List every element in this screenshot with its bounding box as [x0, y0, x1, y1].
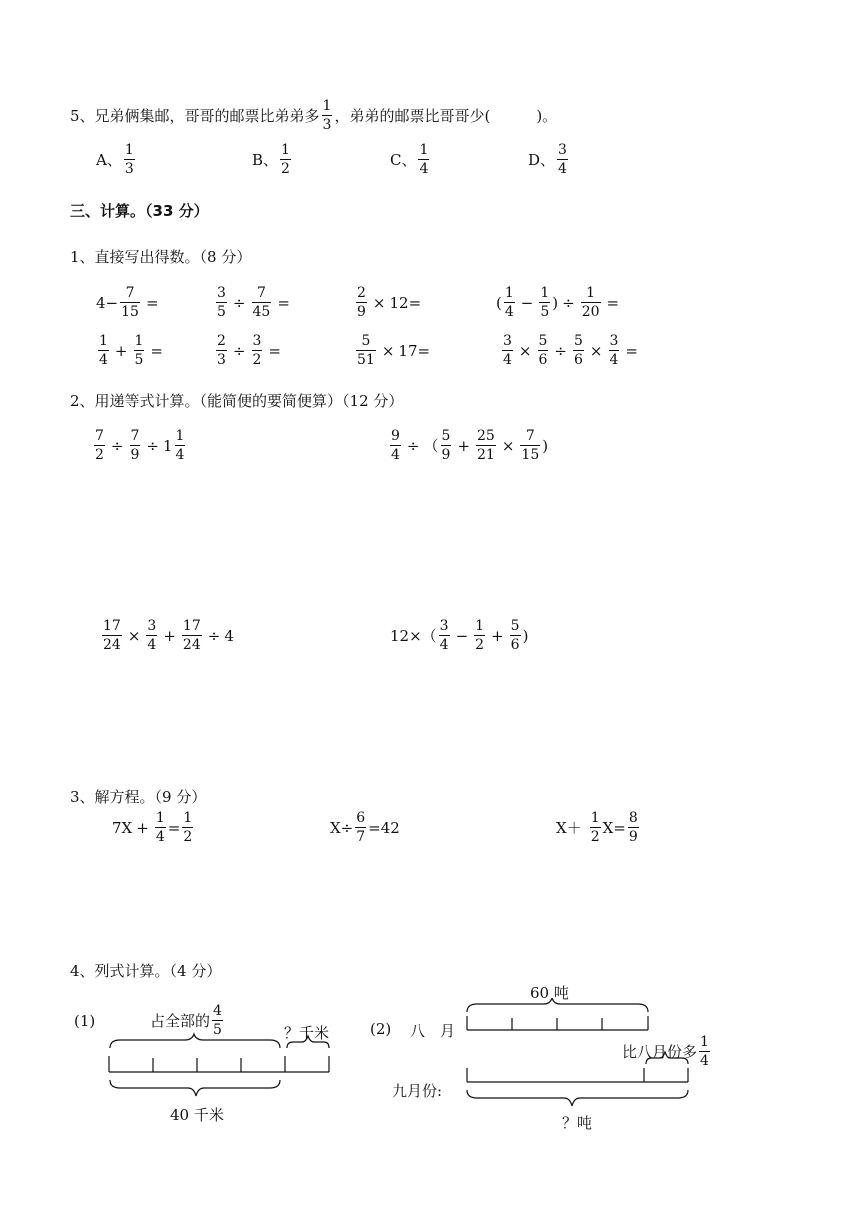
q5-stem-b: ，弟弟的邮票比哥哥少(: [334, 107, 491, 126]
d2-row1-label: 八 月: [410, 1022, 456, 1040]
q2-expr-4[interactable]: 12× （ $\frac{3}{4}$ − $\frac{1}{2}$ + $\frac{5}{6}$ ): [390, 618, 529, 654]
q5-stem: [70, 98, 557, 133]
q1-expr-7[interactable]: $\frac{5}{51}$ × 17 =: [357, 333, 431, 369]
q3-eq-3[interactable]: X＋ $\frac{1}{2}$ X= $\frac{8}{9}$: [556, 810, 638, 846]
q1-expr-1[interactable]: 4 − $\frac{7}{15}$ =: [96, 285, 159, 321]
section3-title: 三、计算。（33 分）: [70, 202, 209, 220]
q5-option-c[interactable]: C、 $\frac{1}{4}$: [390, 142, 429, 178]
d2-label-bottom: ？吨: [562, 1114, 593, 1132]
q1-expr-4[interactable]: ( $\frac{1}{4}$ − $\frac{1}{5}$ ) ÷ $\frac{1}{20}$ =: [496, 285, 620, 321]
q2-expr-1[interactable]: $\frac{7}{2}$ ÷ $\frac{7}{9}$ ÷ 1 $\frac{1}{4}$: [95, 428, 185, 464]
q2-expr-3[interactable]: $\frac{17}{24}$ × $\frac{3}{4}$ + $\frac{17}{24}$ ÷ 4: [103, 618, 234, 654]
q4-title: 4、列式计算。（4 分）: [70, 962, 222, 980]
q2-title: 2、用递等式计算。（能简便的要简便算）（12 分）: [70, 392, 404, 410]
d2-row2-label: 九月份:: [392, 1082, 443, 1100]
q3-eq-1[interactable]: 7X + $\frac{1}{4}$ = $\frac{1}{2}$: [112, 810, 193, 846]
q2-expr-2[interactable]: $\frac{9}{4}$ ÷ （ $\frac{5}{9}$ + $\frac{25}{21}$ × $\frac{7}{15}$ ): [391, 428, 549, 464]
d1-label-bottom: 40 千米: [170, 1106, 224, 1124]
q3-title: 3、解方程。（9 分）: [70, 788, 207, 806]
q1-expr-3[interactable]: $\frac{2}{9}$ × 12 =: [357, 285, 422, 321]
d2-tag: (2): [370, 1020, 392, 1038]
q5-option-a[interactable]: A、 $\frac{1}{3}$: [96, 142, 134, 178]
d2-label-more: 比八月份多 $\frac{1}{4}$: [622, 1034, 709, 1070]
d2-label-top: 60 吨: [530, 984, 569, 1002]
q3-eq-2[interactable]: X÷ $\frac{6}{7}$ =42: [330, 810, 400, 846]
q1-expr-5[interactable]: $\frac{1}{4}$ + $\frac{1}{5}$ =: [99, 333, 163, 369]
q5-stem-fraction: $\frac{1}{3}$: [322, 98, 332, 134]
d1-tag: (1): [74, 1012, 96, 1030]
q1-title: 1、直接写出得数。（8 分）: [70, 248, 252, 266]
q5-stem-c: )。: [536, 107, 558, 126]
d1-label-top: 占全部的 $\frac{4}{5}$: [150, 1003, 222, 1039]
q5-stem-a: 5、兄弟俩集邮，哥哥的邮票比弟弟多: [70, 107, 320, 126]
d1-segment-diagram: [100, 1030, 340, 1102]
d2-segment-diagram: [460, 998, 700, 1110]
q5-option-b[interactable]: B、 $\frac{1}{2}$: [252, 142, 290, 178]
q5-option-d[interactable]: D、 $\frac{3}{4}$: [528, 142, 567, 178]
q1-expr-6[interactable]: $\frac{2}{3}$ ÷ $\frac{3}{2}$ =: [217, 333, 281, 369]
q1-expr-8[interactable]: $\frac{3}{4}$ × $\frac{5}{6}$ ÷ $\frac{5}{6}$ × $\frac{3}{4}$ =: [503, 333, 638, 369]
d1-label-q: ？千米: [284, 1024, 330, 1042]
q1-expr-2[interactable]: $\frac{3}{5}$ ÷ $\frac{7}{45}$ =: [217, 285, 290, 321]
